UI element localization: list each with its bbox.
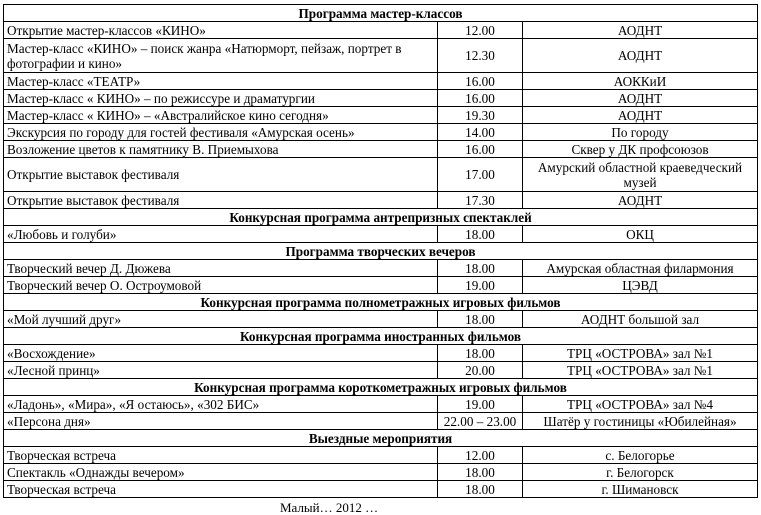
- schedule-row: [4, 107, 758, 124]
- schedule-row: [4, 447, 758, 464]
- place-cell: Сквер у ДК профсоюзов: [523, 141, 758, 158]
- schedule-row: [4, 260, 758, 277]
- place-cell: ТРЦ «ОСТРОВА» зал №1: [523, 345, 758, 362]
- time-cell: 18.00: [438, 226, 523, 243]
- place-cell: По городу: [523, 124, 758, 141]
- place-cell: г. Шимановск: [523, 481, 758, 498]
- time-cell: 19.00: [438, 396, 523, 413]
- section-title: Программа мастер-классов: [4, 5, 758, 22]
- section-header-row: [4, 430, 758, 447]
- place-cell: г. Белогорск: [523, 464, 758, 481]
- section-header-row: [4, 5, 758, 22]
- schedule-row: [4, 413, 758, 430]
- place-cell: ЦЭВД: [523, 277, 758, 294]
- event-cell: Мастер-класс «ТЕАТР»: [4, 73, 438, 90]
- schedule-row: [4, 464, 758, 481]
- place-cell: АОДНТ: [523, 39, 758, 73]
- schedule-row: [4, 345, 758, 362]
- schedule-row: [4, 141, 758, 158]
- schedule-row: [4, 192, 758, 209]
- time-cell: 18.00: [438, 260, 523, 277]
- place-cell: АОККиИ: [523, 73, 758, 90]
- time-cell: 18.00: [438, 345, 523, 362]
- time-cell: 22.00 – 23.00: [438, 413, 523, 430]
- event-cell: Творческая встреча: [4, 447, 438, 464]
- time-cell: 14.00: [438, 124, 523, 141]
- event-cell: «Мой лучший друг»: [4, 311, 438, 328]
- event-cell: Экскурсия по городу для гостей фестиваля «Амурская осень»: [4, 124, 438, 141]
- event-cell: Творческий вечер Д. Дюжева: [4, 260, 438, 277]
- schedule-row: [4, 22, 758, 39]
- event-cell: Открытие выставок фестиваля: [4, 192, 438, 209]
- event-cell: «Ладонь», «Мира», «Я остаюсь», «302 БИС»: [4, 396, 438, 413]
- place-cell: АОДНТ: [523, 192, 758, 209]
- schedule-row: [4, 90, 758, 107]
- place-cell: АОДНТ: [523, 22, 758, 39]
- section-title: Конкурсная программа полнометражных игровых фильмов: [4, 294, 758, 311]
- schedule-row: [4, 396, 758, 413]
- section-title: Программа творческих вечеров: [4, 243, 758, 260]
- event-cell: Возложение цветов к памятнику В. Приемыхова: [4, 141, 438, 158]
- time-cell: 17.00: [438, 158, 523, 192]
- event-cell: Спектакль «Однажды вечером»: [4, 464, 438, 481]
- event-cell: Творческая встреча: [4, 481, 438, 498]
- place-cell: АОДНТ: [523, 90, 758, 107]
- time-cell: 12.00: [438, 447, 523, 464]
- time-cell: 18.00: [438, 311, 523, 328]
- cut-off-footer-text: Малый… 2012 …: [280, 500, 379, 515]
- schedule-row: [4, 226, 758, 243]
- time-cell: 12.00: [438, 22, 523, 39]
- schedule-row: [4, 481, 758, 498]
- place-cell: Амурская областная филармония: [523, 260, 758, 277]
- event-cell: Открытие мастер-классов «КИНО»: [4, 22, 438, 39]
- time-cell: 20.00: [438, 362, 523, 379]
- time-cell: 18.00: [438, 481, 523, 498]
- time-cell: 19.30: [438, 107, 523, 124]
- place-cell: Шатёр у гостиницы «Юбилейная»: [523, 413, 758, 430]
- section-header-row: [4, 243, 758, 260]
- schedule-row: [4, 158, 758, 192]
- schedule-row: [4, 73, 758, 90]
- event-cell: Мастер-класс « КИНО» – «Австралийское кино сегодня»: [4, 107, 438, 124]
- schedule-row: [4, 124, 758, 141]
- place-cell: ОКЦ: [523, 226, 758, 243]
- event-cell: «Персона дня»: [4, 413, 438, 430]
- time-cell: 19.00: [438, 277, 523, 294]
- section-header-row: [4, 328, 758, 345]
- schedule-body: [4, 5, 758, 498]
- event-cell: Открытие выставок фестиваля: [4, 158, 438, 192]
- time-cell: 16.00: [438, 90, 523, 107]
- place-cell: ТРЦ «ОСТРОВА» зал №1: [523, 362, 758, 379]
- section-title: Конкурсная программа антрепризных спектаклей: [4, 209, 758, 226]
- place-cell: АОДНТ: [523, 107, 758, 124]
- section-title: Конкурсная программа иностранных фильмов: [4, 328, 758, 345]
- time-cell: 16.00: [438, 141, 523, 158]
- section-title: Выездные мероприятия: [4, 430, 758, 447]
- event-cell: «Восхождение»: [4, 345, 438, 362]
- place-cell: АОДНТ большой зал: [523, 311, 758, 328]
- schedule-row: [4, 311, 758, 328]
- event-cell: «Любовь и голуби»: [4, 226, 438, 243]
- time-cell: 18.00: [438, 464, 523, 481]
- event-cell: Мастер-класс «КИНО» – поиск жанра «Натюрморт, пейзаж, портрет в фотографии и кино»: [4, 39, 438, 73]
- time-cell: 12.30: [438, 39, 523, 73]
- schedule-row: [4, 362, 758, 379]
- event-cell: «Лесной принц»: [4, 362, 438, 379]
- section-header-row: [4, 209, 758, 226]
- time-cell: 17.30: [438, 192, 523, 209]
- section-header-row: [4, 294, 758, 311]
- place-cell: с. Белогорье: [523, 447, 758, 464]
- section-title: Конкурсная программа короткометражных игровых фильмов: [4, 379, 758, 396]
- schedule-row: [4, 277, 758, 294]
- place-cell: Амурский областной краеведческий музей: [523, 158, 758, 192]
- event-cell: Мастер-класс « КИНО» – по режиссуре и драматургии: [4, 90, 438, 107]
- place-cell: ТРЦ «ОСТРОВА» зал №4: [523, 396, 758, 413]
- section-header-row: [4, 379, 758, 396]
- schedule-row: [4, 39, 758, 73]
- time-cell: 16.00: [438, 73, 523, 90]
- schedule-table: [3, 4, 758, 498]
- event-cell: Творческий вечер О. Остроумовой: [4, 277, 438, 294]
